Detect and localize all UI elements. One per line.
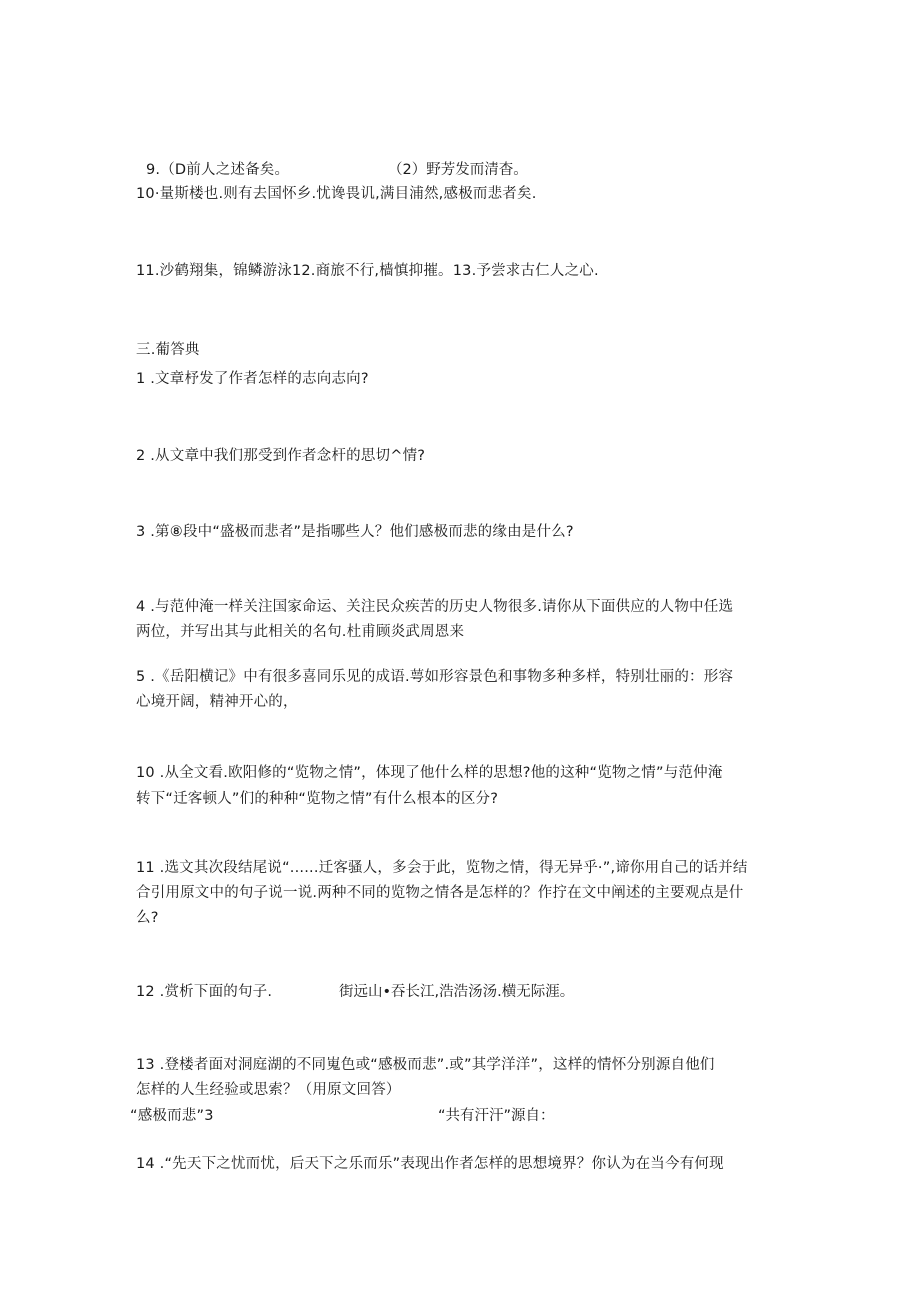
- question-4-line-1: 4 .与范仲淹一样关注国家命运、关注民众疾苦的历史人物很多.请你从下面供应的人物中任选: [136, 599, 734, 615]
- answer-line-9: [146, 160, 289, 180]
- question-13-answer-b: “共有汗汗”源自：: [438, 1108, 555, 1124]
- question-10-line-2: 转下“迁客顿人”们的种种“览物之情”有什么根本的区分?: [136, 791, 499, 807]
- question-3: 3 .第⑧段中“盛极而悲者”是指哪些人？他们感极而悲的缘由是什么?: [136, 524, 574, 540]
- question-12-label: 12 .赏析下面的句子.: [136, 984, 273, 1000]
- question-11-line-3: 么?: [136, 910, 159, 926]
- question-10-line-1: 10 .从全文看.欧阳修的“览物之情”，体现了他什么样的思想?他的这种“览物之情”与范仲淹: [136, 765, 723, 781]
- question-5-line-1: 5 .《岳阳横记》中有很多喜同乐见的成语.萼如形容景色和事物多种多样，特别壮丽的：形容: [136, 669, 734, 685]
- question-11-line-1: 11 .选文其次段结尾说“......迁客骚人，多会于此，览物之情，得无异乎·”,谛你用自己的话并结: [136, 860, 748, 876]
- answer-9-part-1: 9.（D前人之述备矣。: [146, 162, 290, 178]
- section-heading: 三.葡答典: [136, 342, 200, 358]
- question-5-line-2: 心境开阔，精神开心的，: [136, 694, 298, 710]
- question-13-line-2: 怎样的人生经验或思索？（用原文回答）: [136, 1082, 401, 1098]
- question-12-quote: 街远山•吞长江,浩浩汤汤.横无际涯。: [339, 984, 575, 1000]
- answer-9-part-2: （2）野芳发而清杳。: [388, 162, 528, 178]
- question-4-line-2: 两位，并写出其与此相关的名句.杜甫顾炎武周恩来: [136, 624, 465, 640]
- question-2: 2 .从文章中我们那受到作者念杆的思切^情?: [136, 448, 426, 464]
- question-14: 14 .“先天下之忧而忧，后天下之乐而乐”表现出作者怎样的思想境界？你认为在当今有何现: [136, 1156, 724, 1172]
- question-11-line-2: 合引用原文中的句子说一说.两种不同的览物之情各是怎样的？作拧在文中阐述的主要观点是什: [136, 885, 744, 901]
- answer-line-10: 10·量斯楼也.则有去国怀乡.忧谗畏讥,满目浦然,感极而悲者矣.: [136, 186, 537, 202]
- question-1: 1 .文章杼发了作者怎样的志向志向?: [136, 371, 369, 387]
- question-13-answer-a: “感极而悲”3: [130, 1108, 214, 1124]
- answer-line-11-13: 11.沙鹤翔集，锦鳞游泳12.商旅不行,樯慎抑摧。13.予尝求古仁人之心.: [136, 263, 599, 279]
- question-13-line-1: 13 .登楼者面对洞庭湖的不同嵬色或“感极而悲”.或”其学洋洋”，这样的情怀分别源自他们: [136, 1057, 715, 1073]
